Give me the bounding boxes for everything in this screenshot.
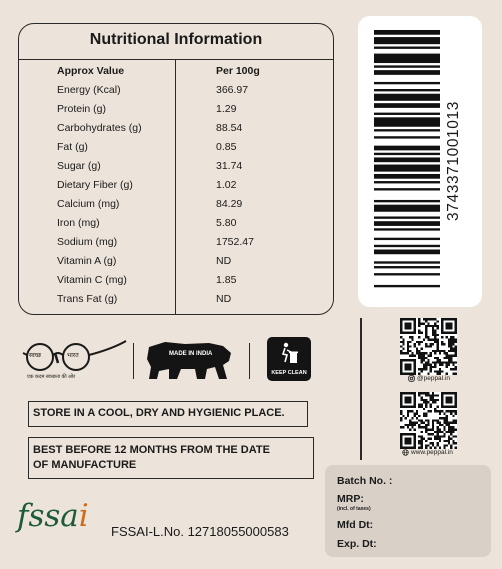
- nutrition-row-label: Energy (Kcal): [57, 84, 121, 96]
- nutrition-row-label: Dietary Fiber (g): [57, 179, 133, 191]
- nutrition-row-label: Trans Fat (g): [57, 293, 118, 305]
- nutrition-row-label: Sugar (g): [57, 160, 101, 172]
- instagram-icon: [408, 375, 415, 382]
- nutrition-row: [19, 138, 333, 157]
- batch-info-box: [325, 465, 491, 557]
- lion-icon: [145, 339, 235, 383]
- barcode-number-wrap: [442, 30, 466, 292]
- nutrition-header-label: Approx Value: [57, 65, 125, 77]
- nutrition-row-value: 366.97: [216, 84, 249, 96]
- nutrition-row: [19, 176, 333, 195]
- storage-instruction: STORE IN A COOL, DRY AND HYGIENIC PLACE.: [28, 401, 308, 427]
- nutrition-row-label: Fat (g): [57, 141, 88, 153]
- nutrition-row: [19, 81, 333, 100]
- best-before-line-2: OF MANUFACTURE: [33, 459, 137, 471]
- nutrition-row-label: Iron (mg): [57, 217, 100, 229]
- nutrition-row-label: Vitamin A (g): [57, 255, 117, 267]
- nutrition-panel: [18, 23, 334, 315]
- nutrition-row: [19, 214, 333, 233]
- mfd-date-label: Mfd Dt:: [337, 519, 374, 531]
- keep-clean-logo: [267, 337, 311, 381]
- nutrition-row: [19, 252, 333, 271]
- website-url: www.peppal.in: [411, 449, 453, 456]
- best-before-box: [28, 437, 314, 479]
- nutrition-row-value: ND: [216, 255, 232, 267]
- logo-divider: [133, 343, 134, 379]
- barcode-number: 3743371001013: [445, 101, 462, 221]
- nutrition-title-divider: [19, 59, 333, 60]
- qr-code-website[interactable]: [400, 392, 457, 449]
- batch-no-label: Batch No. :: [337, 475, 393, 487]
- nutrition-row-label: Vitamin C (mg): [57, 274, 127, 286]
- nutrition-row: [19, 157, 333, 176]
- nutrition-row-label: Carbohydrates (g): [57, 122, 142, 134]
- nutrition-row-value: 88.54: [216, 122, 243, 134]
- keep-clean-text: KEEP CLEAN: [271, 370, 307, 376]
- nutrition-row: [19, 119, 333, 138]
- nutrition-row-label: Protein (g): [57, 103, 107, 115]
- nutrition-row-label: Calcium (mg): [57, 198, 120, 210]
- nutrition-row: [19, 195, 333, 214]
- nutrition-header-row: [19, 62, 333, 81]
- fssai-logo-text: fssai: [17, 498, 89, 534]
- nutrition-row: [19, 290, 333, 309]
- globe-icon: [402, 449, 409, 456]
- fssai-license: FSSAI-L.No. 12718055000583: [111, 524, 289, 539]
- nutrition-row-value: 84.29: [216, 198, 243, 210]
- nutrition-row-value: 1.85: [216, 274, 237, 286]
- qr-divider: [360, 318, 362, 460]
- mrp-label: MRP:: [337, 493, 364, 505]
- instagram-handle: @peppal.in: [417, 375, 450, 382]
- nutrition-row: [19, 233, 333, 252]
- nutrition-row-value: 31.74: [216, 160, 243, 172]
- nutrition-row-value: ND: [216, 293, 232, 305]
- nutrition-row-value: 1.29: [216, 103, 237, 115]
- nutrition-row: [19, 271, 333, 290]
- fssai-logo: [17, 498, 89, 534]
- barcode-bars: [374, 30, 440, 292]
- bharat-text: भारत: [67, 353, 79, 359]
- nutrition-row-value: 5.80: [216, 217, 237, 229]
- qr-caption-website: [402, 449, 453, 456]
- trash-bin-icon: [279, 342, 299, 366]
- mrp-tax-note: (incl. of taxes): [337, 506, 371, 512]
- make-in-india-text: MADE IN INDIA: [169, 351, 213, 357]
- nutrition-row-label: Sodium (mg): [57, 236, 118, 248]
- logo-divider: [249, 343, 250, 379]
- make-in-india-logo: [145, 339, 235, 383]
- nutrition-header-value: Per 100g: [216, 65, 260, 77]
- nutrition-title: Nutritional Information: [89, 31, 263, 48]
- exp-date-label: Exp. Dt:: [337, 538, 377, 550]
- swachh-tagline: एक कदम स्वच्छता की ओर: [27, 374, 76, 380]
- qr-code-instagram[interactable]: [400, 318, 457, 375]
- nutrition-row: [19, 100, 333, 119]
- qr-caption-instagram: [408, 375, 450, 382]
- swachh-text: स्वच्छ: [29, 353, 42, 359]
- swachh-bharat-logo: [22, 339, 132, 385]
- nutrition-row-value: 0.85: [216, 141, 237, 153]
- barcode: [358, 16, 482, 307]
- nutrition-row-value: 1752.47: [216, 236, 254, 248]
- best-before-line-1: BEST BEFORE 12 MONTHS FROM THE DATE: [33, 444, 270, 456]
- nutrition-row-value: 1.02: [216, 179, 237, 191]
